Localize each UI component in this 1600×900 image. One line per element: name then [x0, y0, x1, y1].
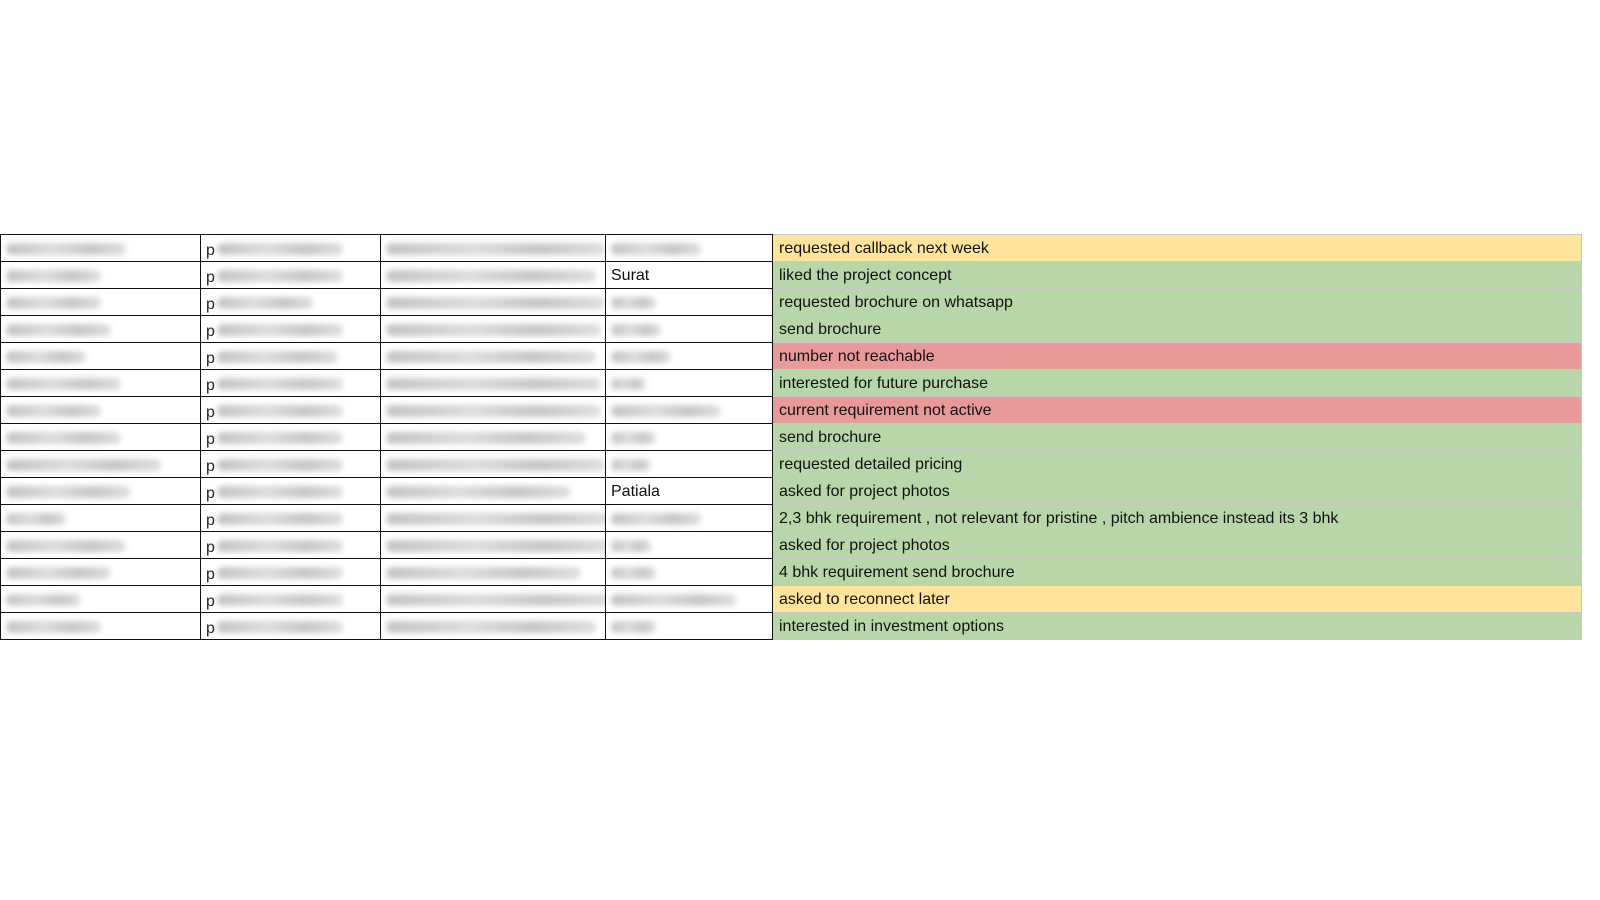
phone-prefix: p [206, 431, 215, 448]
table-row [0, 423, 1582, 450]
name-cell[interactable] [0, 315, 200, 343]
redacted-name [6, 324, 111, 336]
redacted-city [611, 621, 656, 633]
note-text: send brochure [779, 429, 882, 446]
name-cell[interactable] [0, 558, 200, 586]
redacted-name [6, 567, 111, 579]
city-cell[interactable] [605, 558, 773, 586]
note-text: asked for project photos [779, 483, 950, 500]
table-row [0, 477, 1582, 504]
note-cell[interactable] [773, 369, 1582, 397]
redacted-phone [217, 486, 343, 498]
redacted-email [386, 513, 605, 525]
note-text: interested for future purchase [779, 375, 989, 392]
redacted-name [6, 432, 121, 444]
redacted-phone [217, 351, 338, 363]
city-cell[interactable] [605, 342, 773, 370]
redacted-city [611, 432, 656, 444]
phone-cell[interactable] [200, 423, 380, 451]
redacted-email [386, 432, 586, 444]
note-text: asked to reconnect later [779, 591, 950, 608]
note-text: send brochure [779, 321, 882, 338]
redacted-phone [217, 243, 343, 255]
phone-cell[interactable] [200, 531, 380, 559]
name-cell[interactable] [0, 450, 200, 478]
note-cell[interactable] [773, 612, 1582, 640]
email-cell[interactable] [380, 612, 605, 640]
note-cell[interactable] [773, 288, 1582, 316]
note-cell[interactable] [773, 261, 1582, 289]
phone-prefix: p [206, 350, 215, 367]
phone-prefix: p [206, 485, 215, 502]
note-text: current requirement not active [779, 402, 992, 419]
redacted-city [611, 567, 656, 579]
redacted-email [386, 459, 605, 471]
phone-prefix: p [206, 512, 215, 529]
email-cell[interactable] [380, 369, 605, 397]
email-cell[interactable] [380, 450, 605, 478]
redacted-phone [217, 297, 313, 309]
name-cell[interactable] [0, 234, 200, 262]
redacted-city [611, 594, 736, 606]
phone-prefix: p [206, 269, 215, 286]
phone-prefix: p [206, 377, 215, 394]
name-cell[interactable] [0, 288, 200, 316]
note-cell[interactable] [773, 315, 1582, 343]
email-cell[interactable] [380, 288, 605, 316]
phone-cell[interactable] [200, 342, 380, 370]
city-cell[interactable] [605, 504, 773, 532]
redacted-email [386, 351, 596, 363]
email-cell[interactable] [380, 558, 605, 586]
phone-prefix: p [206, 620, 215, 637]
email-cell[interactable] [380, 477, 605, 505]
table-row [0, 288, 1582, 315]
redacted-name [6, 459, 161, 471]
table-row [0, 531, 1582, 558]
table-row [0, 450, 1582, 477]
table-row [0, 315, 1582, 342]
note-text: 2,3 bhk requirement , not relevant for pristine , pitch ambience instead its 3 bhk [779, 510, 1339, 527]
redacted-email [386, 405, 601, 417]
name-cell[interactable] [0, 531, 200, 559]
table-row [0, 504, 1582, 531]
email-cell[interactable] [380, 504, 605, 532]
redacted-name [6, 621, 101, 633]
redacted-phone [217, 513, 343, 525]
city-cell[interactable] [605, 450, 773, 478]
note-cell[interactable] [773, 558, 1582, 586]
redacted-email [386, 270, 596, 282]
phone-cell[interactable] [200, 369, 380, 397]
redacted-city [611, 297, 656, 309]
email-cell[interactable] [380, 396, 605, 424]
redacted-name [6, 270, 101, 282]
leads-sheet [0, 234, 1582, 639]
redacted-city [611, 324, 661, 336]
phone-cell[interactable] [200, 558, 380, 586]
phone-prefix: p [206, 593, 215, 610]
note-text: requested brochure on whatsapp [779, 294, 1013, 311]
redacted-city [611, 459, 651, 471]
redacted-email [386, 567, 581, 579]
name-cell[interactable] [0, 342, 200, 370]
name-cell[interactable] [0, 369, 200, 397]
table-row [0, 342, 1582, 369]
redacted-phone [217, 621, 343, 633]
note-text: liked the project concept [779, 267, 952, 284]
redacted-phone [217, 540, 343, 552]
email-cell[interactable] [380, 342, 605, 370]
phone-cell[interactable] [200, 612, 380, 640]
note-cell[interactable] [773, 342, 1582, 370]
name-cell[interactable] [0, 585, 200, 613]
email-cell[interactable] [380, 585, 605, 613]
redacted-city [611, 243, 701, 255]
table-row [0, 612, 1582, 639]
note-cell[interactable] [773, 477, 1582, 505]
note-cell[interactable] [773, 450, 1582, 478]
redacted-phone [217, 378, 343, 390]
redacted-name [6, 486, 131, 498]
redacted-phone [217, 324, 343, 336]
note-cell[interactable] [773, 234, 1582, 262]
name-cell[interactable] [0, 504, 200, 532]
phone-prefix: p [206, 242, 215, 259]
table-row [0, 396, 1582, 423]
redacted-city [611, 378, 646, 390]
redacted-phone [217, 567, 343, 579]
phone-cell[interactable] [200, 450, 380, 478]
phone-prefix: p [206, 539, 215, 556]
email-cell[interactable] [380, 315, 605, 343]
table-row [0, 558, 1582, 585]
city-cell[interactable] [605, 585, 773, 613]
name-cell[interactable] [0, 423, 200, 451]
redacted-name [6, 594, 81, 606]
city-cell[interactable] [605, 477, 773, 505]
redacted-email [386, 297, 605, 309]
name-cell[interactable] [0, 477, 200, 505]
phone-cell[interactable] [200, 234, 380, 262]
note-text: requested callback next week [779, 240, 989, 257]
redacted-email [386, 243, 605, 255]
redacted-name [6, 513, 66, 525]
redacted-phone [217, 459, 343, 471]
redacted-phone [217, 594, 343, 606]
email-cell[interactable] [380, 423, 605, 451]
city-cell[interactable] [605, 315, 773, 343]
note-text: 4 bhk requirement send brochure [779, 564, 1015, 581]
redacted-city [611, 405, 721, 417]
redacted-name [6, 243, 126, 255]
redacted-email [386, 540, 605, 552]
city-cell[interactable] [605, 531, 773, 559]
redacted-name [6, 351, 86, 363]
phone-cell[interactable] [200, 288, 380, 316]
email-cell[interactable] [380, 531, 605, 559]
note-cell[interactable] [773, 396, 1582, 424]
phone-prefix: p [206, 458, 215, 475]
redacted-email [386, 324, 601, 336]
note-text: requested detailed pricing [779, 456, 963, 473]
note-text: number not reachable [779, 348, 935, 365]
redacted-phone [217, 405, 343, 417]
phone-prefix: p [206, 323, 215, 340]
phone-cell[interactable] [200, 315, 380, 343]
redacted-phone [217, 270, 343, 282]
note-text: interested in investment options [779, 618, 1005, 635]
name-cell[interactable] [0, 612, 200, 640]
redacted-email [386, 486, 571, 498]
redacted-city [611, 351, 671, 363]
name-cell[interactable] [0, 261, 200, 289]
redacted-email [386, 378, 601, 390]
redacted-name [6, 378, 121, 390]
note-cell[interactable] [773, 585, 1582, 613]
email-cell[interactable] [380, 234, 605, 262]
city-text: Patiala [611, 483, 660, 500]
redacted-city [611, 513, 701, 525]
phone-cell[interactable] [200, 261, 380, 289]
city-text: Surat [611, 267, 650, 284]
note-cell[interactable] [773, 423, 1582, 451]
phone-prefix: p [206, 404, 215, 421]
redacted-email [386, 594, 605, 606]
phone-cell[interactable] [200, 477, 380, 505]
phone-prefix: p [206, 296, 215, 313]
phone-cell[interactable] [200, 504, 380, 532]
table-row [0, 234, 1582, 261]
redacted-name [6, 297, 101, 309]
name-cell[interactable] [0, 396, 200, 424]
redacted-email [386, 621, 596, 633]
redacted-phone [217, 432, 343, 444]
city-cell[interactable] [605, 234, 773, 262]
city-cell[interactable] [605, 396, 773, 424]
city-cell[interactable] [605, 369, 773, 397]
table-row [0, 369, 1582, 396]
note-text: asked for project photos [779, 537, 950, 554]
redacted-name [6, 405, 101, 417]
city-cell[interactable] [605, 288, 773, 316]
note-cell[interactable] [773, 531, 1582, 559]
redacted-name [6, 540, 126, 552]
city-cell[interactable] [605, 612, 773, 640]
table-row [0, 585, 1582, 612]
city-cell[interactable] [605, 261, 773, 289]
phone-prefix: p [206, 566, 215, 583]
phone-cell[interactable] [200, 396, 380, 424]
table-row [0, 261, 1582, 288]
note-cell[interactable] [773, 504, 1582, 532]
redacted-city [611, 540, 651, 552]
email-cell[interactable] [380, 261, 605, 289]
phone-cell[interactable] [200, 585, 380, 613]
city-cell[interactable] [605, 423, 773, 451]
